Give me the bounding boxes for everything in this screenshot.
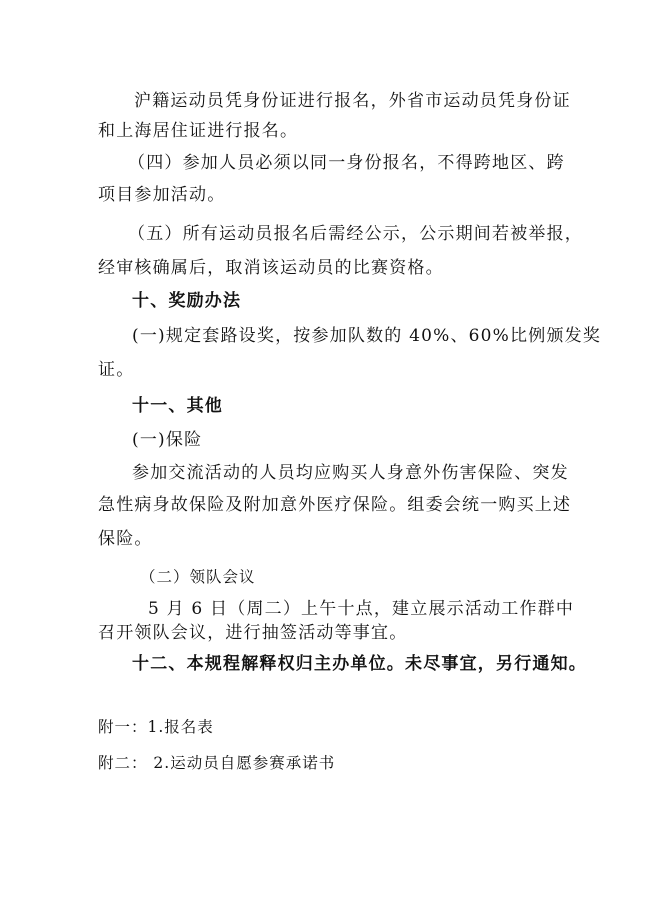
registration-text-line-1: 沪籍运动员凭身份证进行报名，外省市运动员凭身份证	[134, 91, 571, 111]
section-heading-interpretation: 十二、本规程解释权归主办单位。未尽事宜，另行通知。	[132, 654, 587, 674]
rule-four-line-2: 项目参加活动。	[98, 185, 226, 205]
section-heading-awards: 十、奖励办法	[132, 291, 242, 311]
registration-text-line-2: 和上海居住证进行报名。	[98, 121, 299, 141]
meeting-text-line-2: 召开领队会议，进行抽签活动等事宜。	[98, 623, 408, 643]
awards-text-line-2: 证。	[98, 360, 135, 380]
subheading-insurance: (一)保险	[132, 430, 203, 450]
attachment-two: 附二： 2.运动员自愿参赛承诺书	[98, 754, 336, 772]
awards-text-line-1: (一)规定套路设奖，按参加队数的 40%、60%比例颁发奖	[132, 326, 602, 346]
insurance-text-line-1: 参加交流活动的人员均应购买人身意外伤害保险、突发	[132, 463, 569, 483]
insurance-text-line-2: 急性病身故保险及附加意外医疗保险。组委会统一购买上述	[98, 495, 572, 515]
rule-five-line-2: 经审核确属后，取消该运动员的比赛资格。	[98, 258, 444, 278]
subheading-leader-meeting: （二）领队会议	[140, 568, 256, 586]
attachment-one: 附一：1.报名表	[98, 718, 214, 736]
insurance-text-line-3: 保险。	[98, 529, 153, 549]
meeting-text-line-1: 5 月 6 日（周二）上午十点，建立展示活动工作群中	[148, 599, 575, 619]
section-heading-other: 十一、其他	[132, 396, 223, 416]
rule-four-line-1: （四）参加人员必须以同一身份报名，不得跨地区、跨	[128, 153, 565, 173]
rule-five-line-1: （五）所有运动员报名后需经公示，公示期间若被举报，	[128, 224, 583, 244]
